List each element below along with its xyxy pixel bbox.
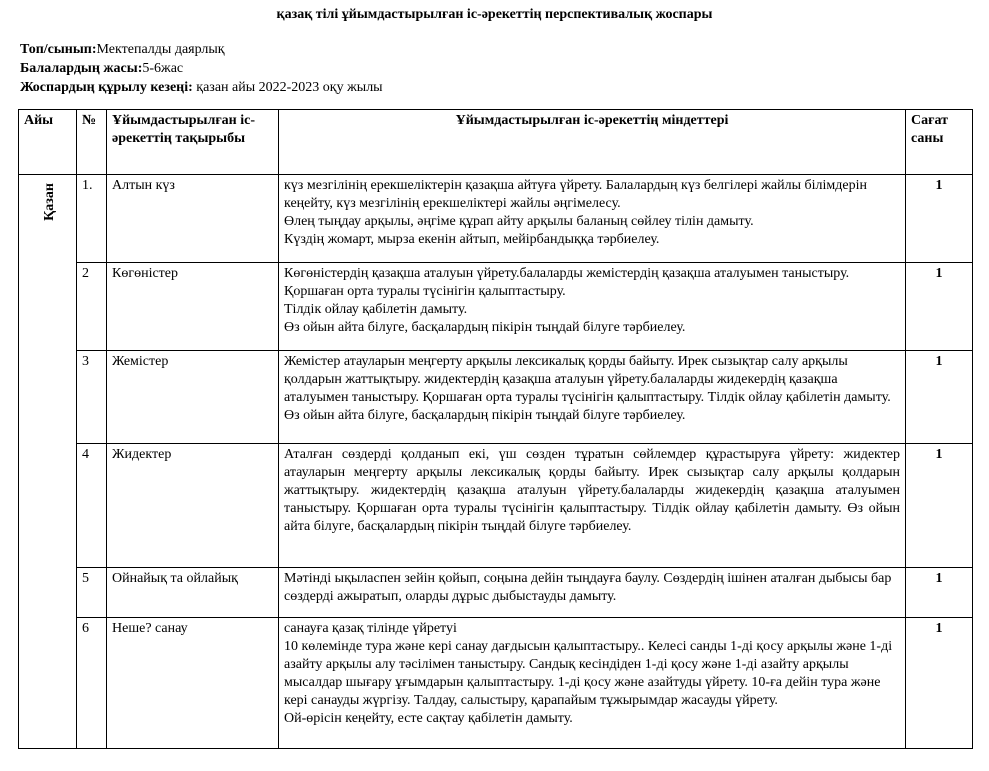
task-line: Күздің жомарт, мырза екенін айтып, мейірбандыққа тәрбиелеу. xyxy=(284,232,660,247)
task-line: Мәтінді ықыласпен зейін қойып, соңына дейін тыңдауға баулу. Сөздердің ішінен аталған дыбысы бар сөздерді ажыратып, оларды дұрыс дыбыстауды дамыту. xyxy=(284,571,892,604)
meta-age xyxy=(20,60,183,78)
task-line: Көгөністердің қазақша аталуын үйрету.балаларды жемістердің қазақша аталуымен таныстыру. Қоршаған орта туралы түсінігін қалыптастыру. xyxy=(284,266,850,299)
meta-age-value: 5-6жас xyxy=(142,61,184,76)
task-line: Ой-өрісін кеңейту, есте сақтау қабілетін дамыту. xyxy=(284,711,573,726)
task-line: 10 көлемінде тура және кері санау дағдысын қалыптастыру.. Келесі санды 1-ді қосу арқылы және 1-ді азайту арқылы алу тәсілімен таныстыру. Сандық кесіндіден 1-ді қосу және 1-ді азайту арқылы мысалдар шығару ұғымдарын қалыптастыру. 1-ді қосу және азайтуды үйрету. 10-ға дейін тура және кері санауды жүргізу. Талдау, салыстыру, қарапайым тұжырымдар жасауды үйрету. xyxy=(284,639,893,708)
task-line: Жемістер атауларын меңгерту арқылы лексикалық қорды байыту. Ирек сызықтар салу арқылы қолдарын жаттықтыру. жидектердің қазақша аталуын үйрету.балаларды жидекердің қазақша аталуымен таныстыру. Қоршаған орта туралы түсінігін қалыптастыру. Тілдік ойлау қабілетін дамыту. Өз ойын айта білуге, басқалардың пікірін тыңдай білуге тәрбиелеу. xyxy=(284,354,891,423)
row-hours: 1 xyxy=(906,351,973,444)
row-topic: Көгөністер xyxy=(107,263,279,351)
row-tasks xyxy=(279,444,906,568)
row-topic: Жидектер xyxy=(107,444,279,568)
table-row xyxy=(19,175,973,263)
row-topic: Жемістер xyxy=(107,351,279,444)
month-cell xyxy=(19,175,77,749)
table-header-row xyxy=(19,110,973,175)
meta-group-label: Топ/сынып: xyxy=(20,42,97,57)
header-topic: Ұйымдастырылған іс-әрекеттің тақырыбы xyxy=(107,110,279,175)
row-tasks xyxy=(279,568,906,618)
task-line: күз мезгілінің ерекшеліктерін қазақша айтуға үйрету. Балалардың күз белгілері жайлы білімдерін кеңейту, күз мезгілінің ерекшеліктері жайлы әңгімелесу. xyxy=(284,178,867,211)
row-topic: Ойнайық та ойлайық xyxy=(107,568,279,618)
plan-table xyxy=(18,109,973,749)
row-tasks xyxy=(279,351,906,444)
meta-group xyxy=(20,41,225,59)
meta-period-label: Жоспардың құрылу кезеңі: xyxy=(20,80,193,95)
row-tasks xyxy=(279,175,906,263)
row-tasks xyxy=(279,263,906,351)
header-hours: Сағат саны xyxy=(906,110,973,175)
row-topic: Алтын күз xyxy=(107,175,279,263)
row-number: 2 xyxy=(77,263,107,351)
row-number: 5 xyxy=(77,568,107,618)
meta-period xyxy=(20,79,383,97)
table-row xyxy=(19,351,973,444)
row-hours: 1 xyxy=(906,618,973,749)
row-topic: Неше? санау xyxy=(107,618,279,749)
header-month: Айы xyxy=(19,110,77,175)
header-tasks: Ұйымдастырылған іс-әрекеттің міндеттері xyxy=(279,110,906,175)
table-row xyxy=(19,568,973,618)
task-line: Аталған сөздерді қолданып екі, үш сөзден тұратын сөйлемдер құрастыруға үйрету: жидектер атауларын меңгерту арқылы лексикалық қорды байыту. Ирек сызықтар салу арқылы қолдарын жаттықтыру. жидектердің қазақша аталуын үйрету.балаларды жидекердің қазақша аталуымен таныстыру. Қоршаған орта туралы түсінігін қалыптастыру. Тілдік ойлау қабілетін дамыту. Өз ойын айта білуге, басқалардың пікірін тыңдай білуге тәрбиелеу. xyxy=(284,447,900,534)
row-hours: 1 xyxy=(906,568,973,618)
row-number: 1. xyxy=(77,175,107,263)
task-line: санауға қазақ тілінде үйретуі xyxy=(284,621,457,636)
task-line: Өлең тыңдау арқылы, әңгіме құрап айту арқылы баланың сөйлеу тілін дамыту. xyxy=(284,214,754,229)
task-line: Өз ойын айта білуге, басқалардың пікірін тыңдай білуге тәрбиелеу. xyxy=(284,320,686,335)
header-number: № xyxy=(77,110,107,175)
row-tasks xyxy=(279,618,906,749)
month-label: Қазан xyxy=(42,183,57,221)
task-line: Тілдік ойлау қабілетін дамыту. xyxy=(284,302,468,317)
row-hours: 1 xyxy=(906,175,973,263)
row-number: 3 xyxy=(77,351,107,444)
table-row xyxy=(19,263,973,351)
meta-age-label: Балалардың жасы: xyxy=(20,61,143,76)
table-row xyxy=(19,618,973,749)
task-block xyxy=(284,620,900,746)
meta-period-value: қазан айы 2022-2023 оқу жылы xyxy=(192,80,383,95)
document-title: қазақ тілі ұйымдастырылған іс-әрекеттің перспективалық жоспары xyxy=(276,7,713,22)
meta-group-value: Мектепалды даярлық xyxy=(96,42,225,57)
row-number: 4 xyxy=(77,444,107,568)
row-number: 6 xyxy=(77,618,107,749)
row-hours: 1 xyxy=(906,444,973,568)
row-hours: 1 xyxy=(906,263,973,351)
table-row xyxy=(19,444,973,568)
